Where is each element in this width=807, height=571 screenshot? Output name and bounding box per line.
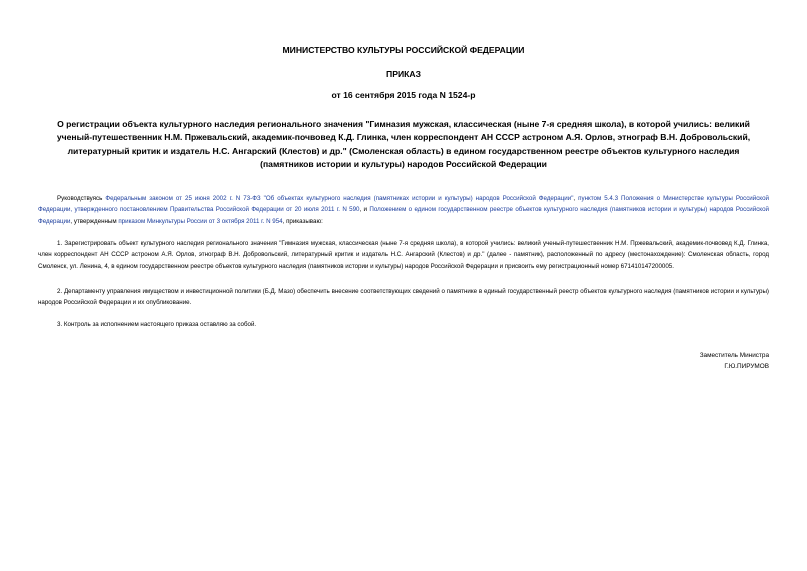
- basis-text-4: , утвержденным: [70, 217, 119, 225]
- document-date-number: от 16 сентября 2015 года N 1524-р: [331, 90, 476, 100]
- document-type: ПРИКАЗ: [386, 69, 421, 79]
- basis-text-2: ,: [573, 195, 579, 202]
- signatory-position: Заместитель Министра: [699, 352, 769, 359]
- ministry-name: МИНИСТЕРСТВО КУЛЬТУРЫ РОССИЙСКОЙ ФЕДЕРАЦИИ: [282, 45, 525, 55]
- order-item-2: 2. Департаменту управления имуществом и инвестиционной политики (Б.Д. Мазо) обеспечить внесение соответствующих сведений о памятнике в единый государственный реестр объектов культурного наследия (памятников истории и культуры) народов Российской Федерации и их опубликование.: [38, 288, 769, 307]
- order-item-3: 3. Контроль за исполнением настоящего приказа оставляю за собой.: [57, 321, 257, 328]
- document-title: О регистрации объекта культурного наследия регионального значения "Гимназия мужская, классическая (ныне 7-я средняя школа), в которой учились: великий ученый-путешественник Н.М. Пржевальский, академик-почвовед К.Д. Глинка, член корреспондент АН СССР астроном А.Я. Орлов, этнограф В.Н. Добровольский, литературный критик и издатель Н.С. Ангарский (Клестов) и др." (Смоленская область) в едином государственном реестре объектов культурного наследия (памятников истории и культуры) народов Российской Федерации: [56, 119, 751, 170]
- legal-basis-paragraph: [38, 193, 769, 227]
- federal-law-link[interactable]: Федеральным законом от 25 июня 2002 г. N 73-ФЗ "Об объектах культурного наследия (памятниках истории и культуры) народов Российской Федерации": [105, 195, 574, 202]
- basis-text-1: Руководствуясь: [57, 195, 106, 202]
- basis-text-3: , и: [359, 206, 370, 214]
- order-item-1: 1. Зарегистрировать объект культурного наследия регионального значения "Гимназия мужская, классическая (ныне 7-я средняя школа), в которой учились: великий ученый-путешественник Н.М. Пржевальский, академик-почвовед К.Д. Глинка, член корреспондент АН СССР астроном А.Я. Орлов, этнограф В.Н. Добровольский, литературный критик и издатель Н.С. Ангарский (Клестов) и др." (далее - памятник), расположенный по адресу (местонахождение): Смоленская область, город Смоленск, ул. Ленина, 4, в едином государственном реестре объектов культурного наследия (памятников истории и культуры) народов Российской Федерации и присвоить ему регистрационный номер 671410147200005.: [38, 240, 769, 270]
- ministry-order-link[interactable]: приказом Минкультуры России от 3 октября 2011 г. N 954: [118, 217, 283, 225]
- ministry-regulation-link[interactable]: пунктом 5.4.3 Положения о Министерстве культуры Российской Федерации, утвержденного постановлением Правительства Российской Федерации от 20 июля 2011 г. N 590: [38, 195, 769, 214]
- signature-block: [700, 350, 769, 373]
- basis-text-5: , приказываю:: [282, 217, 323, 225]
- registry-regulation-link[interactable]: Положением о едином государственном реестре объектов культурного наследия (памятников истории и культуры) народов Российской Федерации: [38, 206, 769, 225]
- signatory-name: Г.Ю.ПИРУМОВ: [724, 363, 769, 371]
